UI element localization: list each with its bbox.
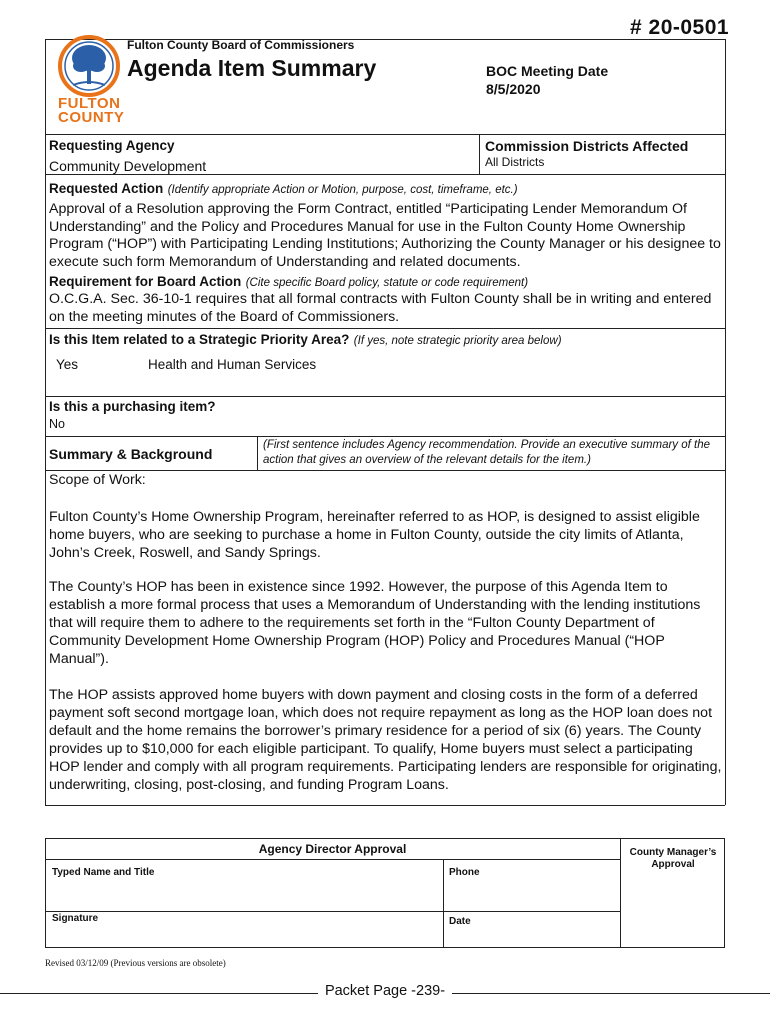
packet-page: Packet Page -239- — [324, 983, 446, 999]
summary-paragraph-3: The HOP assists approved home buyers with down payment and closing costs in the form of a deferred payment soft second mortgage loan, which does not require repayment as long as the HOP loan does not default and the home remains the borrower’s primary residence for a period of six (6) years. The County provides up to $10,000 for each eligible participant. To qualify, Home buyers must select a participating HOP lender and comply with all program requirements. Participating lenders are responsible for originating, underwriting, closing, post-closing, and funding Program Loans. — [49, 687, 722, 793]
signature-label: Signature — [52, 913, 99, 924]
summary-hint: (First sentence includes Agency recommendation. Provide an executive summary of the action that gives an overview of the relevant details for the item.) — [263, 439, 711, 466]
meeting-date-label: BOC Meeting Date — [486, 63, 609, 79]
requested-action-hint: (Identify appropriate Action or Motion, purpose, cost, timeframe, etc.) — [167, 184, 518, 196]
strategic-priority-hint: (If yes, note strategic priority area below) — [353, 335, 562, 347]
requesting-agency-value: Community Development — [49, 158, 207, 174]
logo-text-fulton: FULTON — [58, 95, 121, 112]
logo-text-county: COUNTY — [58, 109, 125, 126]
date-label: Date — [449, 916, 471, 927]
scope-label: Scope of Work: — [49, 472, 146, 488]
org-name: Fulton County Board of Commissioners — [127, 38, 355, 52]
agency-director-approval-label: Agency Director Approval — [258, 842, 407, 856]
requirement-hint: (Cite specific Board policy, statute or code requirement) — [245, 277, 529, 289]
purchasing-label: Is this a purchasing item? — [49, 399, 216, 414]
requesting-agency-label: Requesting Agency — [49, 138, 175, 153]
fulton-county-logo — [55, 32, 125, 127]
page-title: Agenda Item Summary — [127, 55, 377, 81]
districts-label: Commission Districts Affected — [485, 138, 689, 154]
summary-paragraph-1: Fulton County’s Home Ownership Program, hereinafter referred to as HOP, is designed to assist eligible home buyers, who are seeking to purchase a home in Fulton County, outside the city limits of Atlanta, John’s Creek, Roswell, and Sandy Springs. — [49, 509, 700, 561]
purchasing-answer: No — [49, 417, 65, 431]
strategic-priority-label: Is this Item related to a Strategic Priority Area? — [49, 332, 350, 347]
revised-note: Revised 03/12/09 (Previous versions are obsolete) — [45, 958, 226, 968]
strategic-area: Health and Human Services — [148, 357, 317, 372]
summary-paragraph-2: The County’s HOP has been in existence since 1992. However, the purpose of this Agenda Item to establish a more formal process that uses a Memorandum of Understanding with the lending institutions that will require them to adhere to the requirements set forth in the “Fulton County Department of Community Development Home Ownership Program (HOP) Policy and Procedures Manual (“HOP Manual”). — [49, 579, 701, 667]
document-number: # 20-0501 — [630, 16, 730, 39]
meeting-date: 8/5/2020 — [486, 81, 541, 97]
requirement-text: O.C.G.A. Sec. 36-10-1 requires that all formal contracts with Fulton County shall be in writing and entered on the meeting minutes of the Board of Commissioners. — [49, 291, 712, 325]
requested-action-label: Requested Action — [49, 181, 164, 196]
phone-label: Phone — [449, 867, 480, 878]
requested-action-text: Approval of a Resolution approving the Form Contract, entitled “Participating Lender Memorandum Of Understanding” and the Policy and Procedures Manual for use in the Fulton County Home Ownership Program (“HOP”) with Participating Lending Institutions; Authorizing the County Manager or his designee to execute such form Memorandum of Understanding and related documents. — [49, 201, 721, 270]
county-manager-approval-label: County Manager’s Approval — [629, 847, 717, 870]
summary-label: Summary & Background — [49, 446, 213, 462]
districts-value: All Districts — [485, 155, 545, 169]
tree-seal-icon — [55, 32, 125, 98]
strategic-answer: Yes — [56, 357, 79, 372]
typed-name-label: Typed Name and Title — [52, 867, 155, 878]
requirement-label: Requirement for Board Action — [49, 274, 242, 289]
